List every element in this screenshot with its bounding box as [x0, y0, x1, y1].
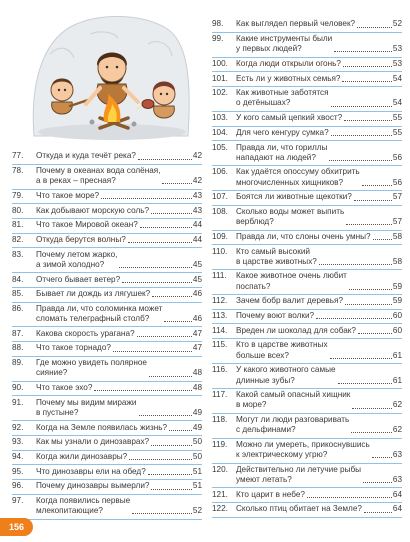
toc-entry-number: 118.: [212, 415, 228, 425]
toc-entry-number: 117.: [212, 390, 228, 400]
toc-entry-page: 45: [192, 259, 202, 269]
toc-entry: [212, 364, 402, 389]
dot-leader: [345, 304, 392, 305]
toc-entry: [12, 234, 202, 249]
toc-entry-number: 102.: [212, 88, 228, 98]
dot-leader: [129, 459, 192, 460]
toc-entry-page: 62: [392, 400, 402, 410]
toc-entry: [212, 58, 402, 73]
cavemen-campfire-illustration: [30, 14, 192, 142]
toc-entry-page: 43: [192, 205, 202, 215]
toc-entry: [212, 231, 402, 246]
toc-entry-number: 78.: [12, 165, 24, 175]
toc-entry-number: 98.: [212, 19, 224, 29]
toc-entry-page: 56: [392, 152, 402, 162]
toc-entry: [212, 127, 402, 142]
toc-entry: [212, 414, 402, 439]
dot-leader: [149, 376, 192, 377]
toc-entry-title: Что такое Мировой океан?: [36, 220, 138, 230]
dot-leader: [329, 160, 391, 161]
toc-entry-page: 48: [192, 383, 202, 393]
toc-entry-page: 51: [192, 466, 202, 476]
toc-entry: [212, 439, 402, 464]
dot-leader: [139, 415, 192, 416]
toc-entry: [12, 219, 202, 234]
toc-entry-title: Что динозавры ели на обед?: [36, 466, 146, 476]
dot-leader: [354, 200, 392, 201]
dot-leader: [151, 489, 191, 490]
toc-entry-title: Какие инструменты были у первых людей?: [236, 33, 333, 54]
toc-entry-title: Какой самый опасный хищник в море?: [236, 390, 351, 410]
toc-entry: [212, 464, 402, 489]
toc-entry: [212, 270, 402, 295]
toc-entry-number: 92.: [12, 422, 24, 432]
toc-entry-page: 62: [392, 425, 402, 435]
toc-entry-page: 55: [392, 113, 402, 123]
toc-entry-title: Когда люди открыли огонь?: [236, 58, 341, 68]
toc-entry-page: 53: [392, 44, 402, 54]
toc-entry-number: 109.: [212, 231, 228, 241]
toc-entry-page: 47: [192, 343, 202, 353]
toc-entry-page: 45: [192, 274, 202, 284]
dot-leader: [307, 497, 392, 498]
dot-leader: [373, 239, 392, 240]
toc-entry-page: 55: [392, 127, 402, 137]
toc-entry-number: 122.: [212, 504, 228, 514]
toc-entry-page: 44: [192, 220, 202, 230]
dot-leader: [132, 513, 192, 514]
toc-entry-number: 101.: [212, 73, 228, 83]
toc-entry-page: 47: [192, 328, 202, 338]
toc-entry-number: 88.: [12, 343, 24, 353]
toc-entry-title: Какое животное очень любит поспать?: [236, 271, 347, 291]
dot-leader: [330, 358, 392, 359]
toc-entry-title: Правда ли, что слоны очень умны?: [236, 231, 371, 241]
toc-entry-page: 49: [192, 407, 202, 417]
toc-entry: [212, 310, 402, 325]
toc-entry-title: Как добывают морскую соль?: [36, 205, 150, 215]
toc-entry-title: Для чего кенгуру сумка?: [236, 127, 329, 137]
toc-entry-title: Действительно ли летучие рыбы умеют летать?: [236, 464, 362, 485]
contents-left-column: [12, 150, 202, 520]
toc-entry: [12, 357, 202, 382]
dot-leader: [346, 224, 392, 225]
toc-entry: [12, 465, 202, 480]
dot-leader: [128, 242, 192, 243]
toc-entry-number: 112.: [212, 296, 228, 306]
toc-entry-number: 108.: [212, 206, 228, 216]
toc-entry-title: Как выглядел первый человек?: [236, 19, 356, 29]
toc-entry-page: 54: [392, 73, 402, 83]
toc-entry: [212, 72, 402, 87]
dot-leader: [101, 198, 192, 199]
toc-entry-page: 52: [192, 506, 202, 516]
toc-entry-number: 103.: [212, 113, 228, 123]
toc-entry: [212, 324, 402, 339]
toc-entry-page: 49: [192, 422, 202, 432]
toc-entry-page: 57: [392, 217, 402, 227]
dot-leader: [357, 27, 392, 28]
toc-entry-title: Почему воют волки?: [236, 311, 315, 321]
toc-entry: [212, 295, 402, 310]
toc-entry-number: 96.: [12, 481, 24, 491]
dot-leader: [152, 296, 192, 297]
toc-entry-number: 79.: [12, 190, 24, 200]
toc-entry-page: 64: [392, 504, 402, 514]
toc-entry-number: 94.: [12, 452, 24, 461]
toc-entry-title: Сколько птиц обитает на Земле?: [236, 504, 362, 514]
toc-entry-page: 42: [192, 176, 202, 186]
toc-entry-number: 86.: [12, 303, 24, 313]
toc-entry-title: Почему мы видим миражи в пустыне?: [36, 397, 137, 417]
toc-entry: [12, 451, 202, 466]
toc-entry: [12, 421, 202, 436]
toc-entry-page: 46: [192, 314, 202, 324]
dot-leader: [362, 185, 392, 186]
toc-entry-number: 113.: [212, 311, 228, 321]
dot-leader: [151, 445, 192, 446]
dot-leader: [140, 227, 192, 228]
toc-entry-number: 85.: [12, 289, 24, 299]
toc-entry-title: Что такое эхо?: [36, 383, 93, 393]
toc-entry-page: 44: [192, 234, 202, 244]
dot-leader: [316, 318, 392, 319]
toc-entry: [12, 327, 202, 342]
dot-leader: [113, 351, 192, 352]
toc-entry-title: Могут ли люди разговаривать с дельфинами?: [236, 415, 350, 435]
toc-entry-page: 64: [392, 489, 402, 499]
toc-entry: [212, 87, 402, 112]
dot-leader: [364, 512, 392, 513]
toc-entry-number: 121.: [212, 489, 228, 499]
dot-leader: [331, 106, 392, 107]
toc-entry: [212, 339, 402, 364]
toc-entry-page: 59: [392, 281, 402, 291]
toc-entry-title: Откуда и куда течёт река?: [36, 151, 136, 161]
toc-entry-page: 60: [392, 325, 402, 335]
toc-entry-title: Есть ли у животных семья?: [236, 73, 341, 83]
toc-entry: [212, 141, 402, 166]
toc-entry: [12, 342, 202, 357]
dot-leader: [342, 81, 391, 82]
toc-entry-title: Правда ли, что соломинка может сломать телеграфный столб?: [36, 303, 163, 324]
toc-entry-page: 50: [192, 452, 202, 461]
toc-entry-title: У кого самый цепкий хвост?: [236, 113, 343, 123]
dot-leader: [148, 474, 192, 475]
dot-leader: [331, 135, 392, 136]
toc-entry-page: 61: [392, 350, 402, 360]
toc-entry-title: У какого животного самые длинные зубы?: [236, 365, 336, 385]
toc-entry: [12, 248, 202, 273]
toc-entry-number: 107.: [212, 192, 228, 202]
dot-leader: [338, 383, 392, 384]
toc-entry-title: Почему динозавры вымерли?: [36, 481, 150, 491]
toc-entry: [212, 191, 402, 206]
toc-entry-number: 116.: [212, 365, 228, 375]
toc-entry: [12, 303, 202, 328]
toc-entry: [12, 273, 202, 288]
dot-leader: [137, 336, 192, 337]
toc-entry-page: 54: [392, 98, 402, 108]
toc-entry-title: Откуда берутся волны?: [36, 234, 126, 244]
toc-entry-number: 81.: [12, 220, 24, 230]
toc-entry-title: Как животные заботятся о детёнышах?: [236, 88, 329, 108]
toc-entry-page: 50: [192, 437, 202, 447]
toc-entry: [12, 190, 202, 205]
toc-entry-page: 61: [392, 375, 402, 385]
toc-entry-number: 83.: [12, 249, 24, 259]
page-number-badge: 156: [0, 518, 33, 536]
toc-entry-page: 57: [392, 192, 402, 202]
toc-entry-page: 42: [192, 151, 202, 161]
toc-entry-title: Кто царит в небе?: [236, 489, 305, 499]
toc-entry-number: 115.: [212, 340, 228, 350]
toc-entry-number: 84.: [12, 274, 24, 284]
toc-entry-page: 53: [392, 58, 402, 68]
toc-entry-title: Когда на Земле появилась жизнь?: [36, 422, 168, 432]
dot-leader: [372, 457, 392, 458]
toc-entry-number: 100.: [212, 58, 228, 68]
toc-entry-page: 48: [192, 368, 202, 378]
toc-entry: [212, 503, 402, 518]
toc-entry-number: 89.: [12, 358, 24, 368]
contents-right-column: [212, 18, 402, 518]
dot-leader: [151, 213, 192, 214]
toc-entry-page: 60: [392, 311, 402, 321]
toc-entry-page: 51: [192, 481, 202, 491]
toc-entry-title: Отчего бывает ветер?: [36, 274, 121, 284]
toc-entry-number: 106.: [212, 167, 228, 177]
toc-entry-page: 63: [392, 475, 402, 485]
dot-leader: [169, 430, 192, 431]
toc-entry-title: Что такое море?: [36, 190, 100, 200]
toc-entry-page: 56: [392, 177, 402, 187]
dot-leader: [343, 66, 392, 67]
toc-entry-page: 52: [392, 19, 402, 29]
dot-leader: [349, 289, 392, 290]
toc-entry-number: 110.: [212, 246, 228, 256]
dot-leader: [351, 432, 392, 433]
toc-entry-title: Зачем бобр валит деревья?: [236, 296, 344, 306]
toc-entry: [212, 112, 402, 127]
toc-entry: [12, 165, 202, 190]
toc-entry-title: Что такое торнадо?: [36, 343, 111, 353]
toc-entry-number: 114.: [212, 325, 228, 335]
dot-leader: [162, 183, 191, 184]
toc-entry-title: Где можно увидеть полярное сияние?: [36, 358, 147, 378]
dot-leader: [164, 321, 191, 322]
toc-entry-number: 82.: [12, 234, 24, 244]
dot-leader: [94, 390, 191, 391]
toc-entry: [212, 488, 402, 503]
toc-entry-title: Кто самый высокий в царстве животных?: [236, 246, 317, 266]
toc-entry: [12, 288, 202, 303]
toc-entry-title: Как мы узнали о динозаврах?: [36, 437, 150, 447]
toc-entry-number: 93.: [12, 437, 24, 447]
dot-leader: [119, 267, 191, 268]
toc-entry: [212, 18, 402, 33]
toc-entry-title: Почему летом жарко, а зимой холодно?: [36, 249, 118, 269]
toc-entry-number: 95.: [12, 466, 24, 476]
toc-entry: [12, 382, 202, 397]
toc-entry: [212, 33, 402, 58]
dot-leader: [352, 408, 392, 409]
dot-leader: [344, 120, 392, 121]
toc-entry: [12, 436, 202, 451]
toc-entry-title: Вреден ли шоколад для собак?: [236, 325, 356, 335]
toc-entry: [212, 206, 402, 231]
toc-entry-number: 111.: [212, 271, 227, 281]
toc-entry-title: Боятся ли животные щекотки?: [236, 192, 352, 202]
toc-entry-number: 80.: [12, 205, 24, 215]
toc-entry-number: 77.: [12, 151, 24, 161]
toc-entry-title: Кто в царстве животных больше всех?: [236, 340, 328, 360]
toc-entry-number: 104.: [212, 127, 228, 137]
toc-entry-page: 58: [392, 256, 402, 266]
toc-entry-title: Бывает ли дождь из лягушек?: [36, 289, 151, 299]
toc-entry: [12, 396, 202, 421]
toc-entry-title: Как удаётся опоссуму обхитрить многочисленных хищников?: [236, 167, 360, 187]
toc-entry-number: 119.: [212, 439, 228, 449]
toc-entry-page: 63: [392, 450, 402, 460]
toc-entry-number: 87.: [12, 328, 24, 338]
toc-entry: [12, 480, 202, 495]
toc-entry-title: Сколько воды может выпить верблюд?: [236, 206, 345, 227]
toc-entry-page: 43: [192, 190, 202, 200]
dot-leader: [334, 51, 392, 52]
dot-leader: [122, 282, 192, 283]
toc-entry: [212, 245, 402, 270]
toc-entry-number: 97.: [12, 496, 24, 506]
toc-entry: [12, 204, 202, 219]
dot-leader: [363, 482, 392, 483]
dot-leader: [138, 159, 192, 160]
toc-entry-page: 46: [192, 289, 202, 299]
toc-entry-page: 59: [392, 296, 402, 306]
toc-entry-title: Какова скорость урагана?: [36, 328, 135, 338]
toc-entry-title: Когда появились первые млекопитающие?: [36, 496, 131, 516]
toc-entry-title: Когда жили динозавры?: [36, 452, 128, 461]
toc-entry-number: 90.: [12, 383, 24, 393]
dot-leader: [319, 264, 392, 265]
toc-entry: [12, 150, 202, 165]
toc-entry: [212, 389, 402, 414]
toc-entry-number: 105.: [212, 142, 228, 152]
toc-entry-number: 91.: [12, 397, 24, 407]
toc-entry-page: 58: [392, 231, 402, 241]
dot-leader: [358, 333, 392, 334]
toc-entry: [212, 166, 402, 191]
toc-entry-number: 99.: [212, 33, 224, 43]
toc-entry-title: Правда ли, что гориллы нападают на людей?: [236, 142, 328, 162]
toc-entry-number: 120.: [212, 464, 228, 474]
toc-entry-title: Почему в океанах вода солёная, а в реках – пресная?: [36, 165, 161, 186]
toc-entry: [12, 495, 202, 520]
toc-entry-title: Можно ли умереть, прикоснувшись к электрическому угрю?: [236, 439, 370, 460]
